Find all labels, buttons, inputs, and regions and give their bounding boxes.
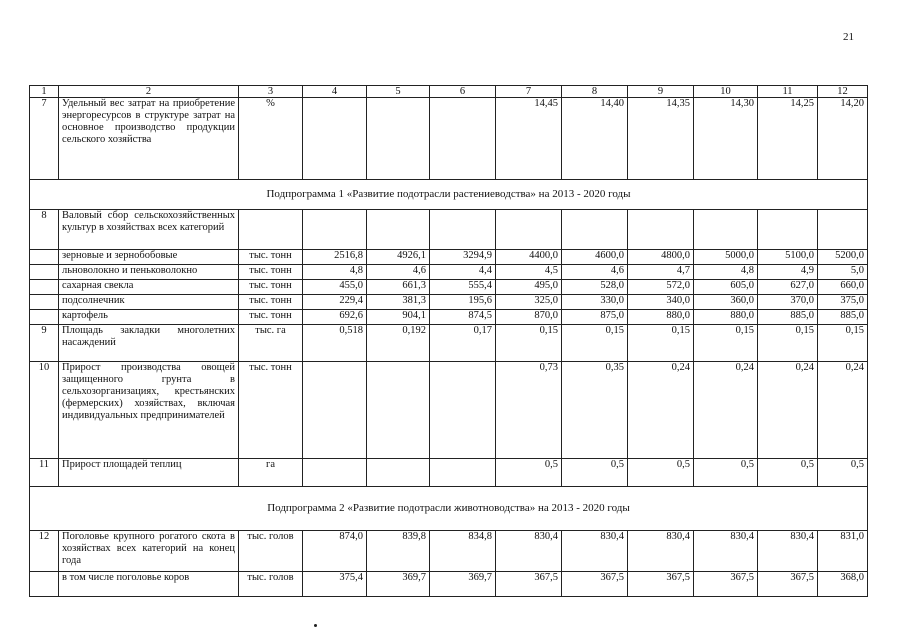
unit-cell: тыс. га — [239, 325, 303, 362]
column-number-cell: 11 — [758, 86, 818, 98]
table-row — [30, 210, 868, 250]
indicator-name-cell: в том числе поголовье коров — [59, 572, 239, 597]
indicator-name-cell: сахарная свекла — [59, 280, 239, 295]
value-cell: 0,192 — [367, 325, 430, 362]
value-cell: 0,15 — [694, 325, 758, 362]
subprogram-heading-row — [30, 180, 868, 210]
value-cell: 14,40 — [562, 98, 628, 180]
value-cell: 4,5 — [496, 265, 562, 280]
subprogram-heading-cell — [30, 487, 868, 531]
table-row — [30, 295, 868, 310]
value-cell: 4,6 — [562, 265, 628, 280]
page-number: 21 — [843, 31, 854, 43]
value-cell: 528,0 — [562, 280, 628, 295]
subprogram-heading: Подпрограмма 1 «Развитие подотрасли растениеводства» на 2013 - 2020 годы — [266, 188, 631, 200]
value-cell: 14,25 — [758, 98, 818, 180]
value-cell: 660,0 — [818, 280, 868, 295]
row-number-cell: 11 — [30, 459, 59, 487]
value-cell: 495,0 — [496, 280, 562, 295]
unit-cell: тыс. тонн — [239, 310, 303, 325]
table-row — [30, 310, 868, 325]
value-cell: 870,0 — [496, 310, 562, 325]
value-cell: 4926,1 — [367, 250, 430, 265]
value-cell: 4,8 — [694, 265, 758, 280]
row-number-cell — [30, 250, 59, 265]
table-body — [30, 86, 868, 597]
column-number-cell: 6 — [430, 86, 496, 98]
value-cell: 834,8 — [430, 531, 496, 572]
unit-cell: тыс. голов — [239, 531, 303, 572]
value-cell: 368,0 — [818, 572, 868, 597]
value-cell: 5100,0 — [758, 250, 818, 265]
column-number-cell: 5 — [367, 86, 430, 98]
value-cell: 195,6 — [430, 295, 496, 310]
value-cell: 381,3 — [367, 295, 430, 310]
value-cell: 5000,0 — [694, 250, 758, 265]
row-number-cell — [30, 295, 59, 310]
unit-cell: тыс. тонн — [239, 250, 303, 265]
value-cell: 572,0 — [628, 280, 694, 295]
value-cell: 325,0 — [496, 295, 562, 310]
table-row — [30, 459, 868, 487]
column-number-cell: 2 — [59, 86, 239, 98]
value-cell: 0,5 — [628, 459, 694, 487]
value-cell — [430, 210, 496, 250]
column-number-cell: 4 — [303, 86, 367, 98]
value-cell: 885,0 — [818, 310, 868, 325]
value-cell — [367, 362, 430, 459]
value-cell: 14,35 — [628, 98, 694, 180]
value-cell: 340,0 — [628, 295, 694, 310]
indicator-name-cell: льноволокно и пеньковолокно — [59, 265, 239, 280]
value-cell: 367,5 — [628, 572, 694, 597]
value-cell: 0,15 — [562, 325, 628, 362]
column-number-cell: 12 — [818, 86, 868, 98]
value-cell: 360,0 — [694, 295, 758, 310]
value-cell: 839,8 — [367, 531, 430, 572]
column-number-cell: 3 — [239, 86, 303, 98]
unit-cell: тыс. тонн — [239, 280, 303, 295]
value-cell: 4,6 — [367, 265, 430, 280]
table-row — [30, 572, 868, 597]
value-cell — [303, 459, 367, 487]
value-cell: 874,5 — [430, 310, 496, 325]
value-cell: 375,0 — [818, 295, 868, 310]
row-number-cell — [30, 310, 59, 325]
subprogram-heading-cell — [30, 180, 868, 210]
value-cell: 0,15 — [628, 325, 694, 362]
table-row — [30, 98, 868, 180]
value-cell: 830,4 — [496, 531, 562, 572]
value-cell: 5200,0 — [818, 250, 868, 265]
row-number-cell — [30, 572, 59, 597]
value-cell: 4400,0 — [496, 250, 562, 265]
value-cell: 0,15 — [758, 325, 818, 362]
value-cell: 330,0 — [562, 295, 628, 310]
value-cell: 880,0 — [628, 310, 694, 325]
indicator-name-cell: Валовый сбор сельскохозяйственных культур в хозяйствах всех категорий — [59, 210, 239, 250]
value-cell: 875,0 — [562, 310, 628, 325]
value-cell: 692,6 — [303, 310, 367, 325]
value-cell: 0,5 — [758, 459, 818, 487]
indicator-name-cell: подсолнечник — [59, 295, 239, 310]
value-cell: 880,0 — [694, 310, 758, 325]
table-row — [30, 265, 868, 280]
unit-cell — [239, 210, 303, 250]
unit-cell: тыс. тонн — [239, 362, 303, 459]
table-row — [30, 531, 868, 572]
value-cell: 367,5 — [694, 572, 758, 597]
scan-dot — [314, 624, 317, 627]
table-row — [30, 280, 868, 295]
value-cell: 0,24 — [758, 362, 818, 459]
value-cell: 830,4 — [758, 531, 818, 572]
row-number-cell: 7 — [30, 98, 59, 180]
value-cell: 375,4 — [303, 572, 367, 597]
value-cell: 367,5 — [496, 572, 562, 597]
value-cell: 0,15 — [496, 325, 562, 362]
value-cell — [430, 362, 496, 459]
row-number-cell: 8 — [30, 210, 59, 250]
unit-cell: % — [239, 98, 303, 180]
value-cell: 4,9 — [758, 265, 818, 280]
indicator-name-cell: Площадь закладки многолетних насаждений — [59, 325, 239, 362]
value-cell — [758, 210, 818, 250]
value-cell: 367,5 — [758, 572, 818, 597]
value-cell — [303, 362, 367, 459]
value-cell: 830,4 — [694, 531, 758, 572]
row-number-cell: 9 — [30, 325, 59, 362]
value-cell: 831,0 — [818, 531, 868, 572]
value-cell: 0,24 — [818, 362, 868, 459]
column-number-cell: 9 — [628, 86, 694, 98]
indicator-name-cell: Прирост производства овощей защищенного грунта в сельхозорганизациях, крестьянских (фермерских) хозяйствах, включая индивидуальных предпринимателей — [59, 362, 239, 459]
value-cell: 0,24 — [694, 362, 758, 459]
value-cell: 0,5 — [818, 459, 868, 487]
indicator-name-cell: картофель — [59, 310, 239, 325]
unit-cell: тыс. голов — [239, 572, 303, 597]
value-cell: 0,17 — [430, 325, 496, 362]
value-cell: 14,30 — [694, 98, 758, 180]
value-cell: 4800,0 — [628, 250, 694, 265]
unit-cell: тыс. тонн — [239, 295, 303, 310]
value-cell: 369,7 — [430, 572, 496, 597]
column-number-cell: 10 — [694, 86, 758, 98]
value-cell: 369,7 — [367, 572, 430, 597]
value-cell: 0,73 — [496, 362, 562, 459]
value-cell: 874,0 — [303, 531, 367, 572]
table-row — [30, 325, 868, 362]
column-number-row — [30, 86, 868, 98]
value-cell: 4,4 — [430, 265, 496, 280]
value-cell: 14,45 — [496, 98, 562, 180]
value-cell: 455,0 — [303, 280, 367, 295]
unit-cell: га — [239, 459, 303, 487]
value-cell: 0,5 — [562, 459, 628, 487]
value-cell: 367,5 — [562, 572, 628, 597]
value-cell: 0,24 — [628, 362, 694, 459]
value-cell: 885,0 — [758, 310, 818, 325]
column-number-cell: 1 — [30, 86, 59, 98]
value-cell — [562, 210, 628, 250]
indicator-name-cell: Удельный вес затрат на приобретение энергоресурсов в структуре затрат на основное производство продукции сельского хозяйства — [59, 98, 239, 180]
value-cell — [367, 98, 430, 180]
value-cell: 627,0 — [758, 280, 818, 295]
value-cell — [496, 210, 562, 250]
row-number-cell — [30, 265, 59, 280]
value-cell: 904,1 — [367, 310, 430, 325]
value-cell — [303, 98, 367, 180]
row-number-cell: 12 — [30, 531, 59, 572]
indicators-table — [29, 85, 868, 597]
value-cell — [430, 459, 496, 487]
value-cell — [303, 210, 367, 250]
indicator-name-cell: Прирост площадей теплиц — [59, 459, 239, 487]
value-cell — [430, 98, 496, 180]
column-number-cell: 8 — [562, 86, 628, 98]
value-cell — [367, 459, 430, 487]
value-cell: 661,3 — [367, 280, 430, 295]
value-cell: 4,7 — [628, 265, 694, 280]
subprogram-heading: Подпрограмма 2 «Развитие подотрасли животноводства» на 2013 - 2020 годы — [267, 502, 630, 514]
value-cell — [367, 210, 430, 250]
value-cell: 0,518 — [303, 325, 367, 362]
value-cell: 605,0 — [694, 280, 758, 295]
value-cell: 5,0 — [818, 265, 868, 280]
value-cell: 4,8 — [303, 265, 367, 280]
value-cell: 0,5 — [496, 459, 562, 487]
value-cell: 370,0 — [758, 295, 818, 310]
value-cell: 2516,8 — [303, 250, 367, 265]
value-cell: 830,4 — [628, 531, 694, 572]
value-cell: 3294,9 — [430, 250, 496, 265]
value-cell: 555,4 — [430, 280, 496, 295]
value-cell: 0,5 — [694, 459, 758, 487]
value-cell: 229,4 — [303, 295, 367, 310]
unit-cell: тыс. тонн — [239, 265, 303, 280]
subprogram-heading-row — [30, 487, 868, 531]
indicator-name-cell: Поголовье крупного рогатого скота в хозяйствах всех категорий на конец года — [59, 531, 239, 572]
value-cell: 4600,0 — [562, 250, 628, 265]
column-number-cell: 7 — [496, 86, 562, 98]
row-number-cell — [30, 280, 59, 295]
value-cell — [628, 210, 694, 250]
value-cell — [694, 210, 758, 250]
value-cell: 14,20 — [818, 98, 868, 180]
row-number-cell: 10 — [30, 362, 59, 459]
value-cell: 830,4 — [562, 531, 628, 572]
value-cell: 0,35 — [562, 362, 628, 459]
value-cell — [818, 210, 868, 250]
table-row — [30, 362, 868, 459]
value-cell: 0,15 — [818, 325, 868, 362]
indicator-name-cell: зерновые и зернобобовые — [59, 250, 239, 265]
table-row — [30, 250, 868, 265]
